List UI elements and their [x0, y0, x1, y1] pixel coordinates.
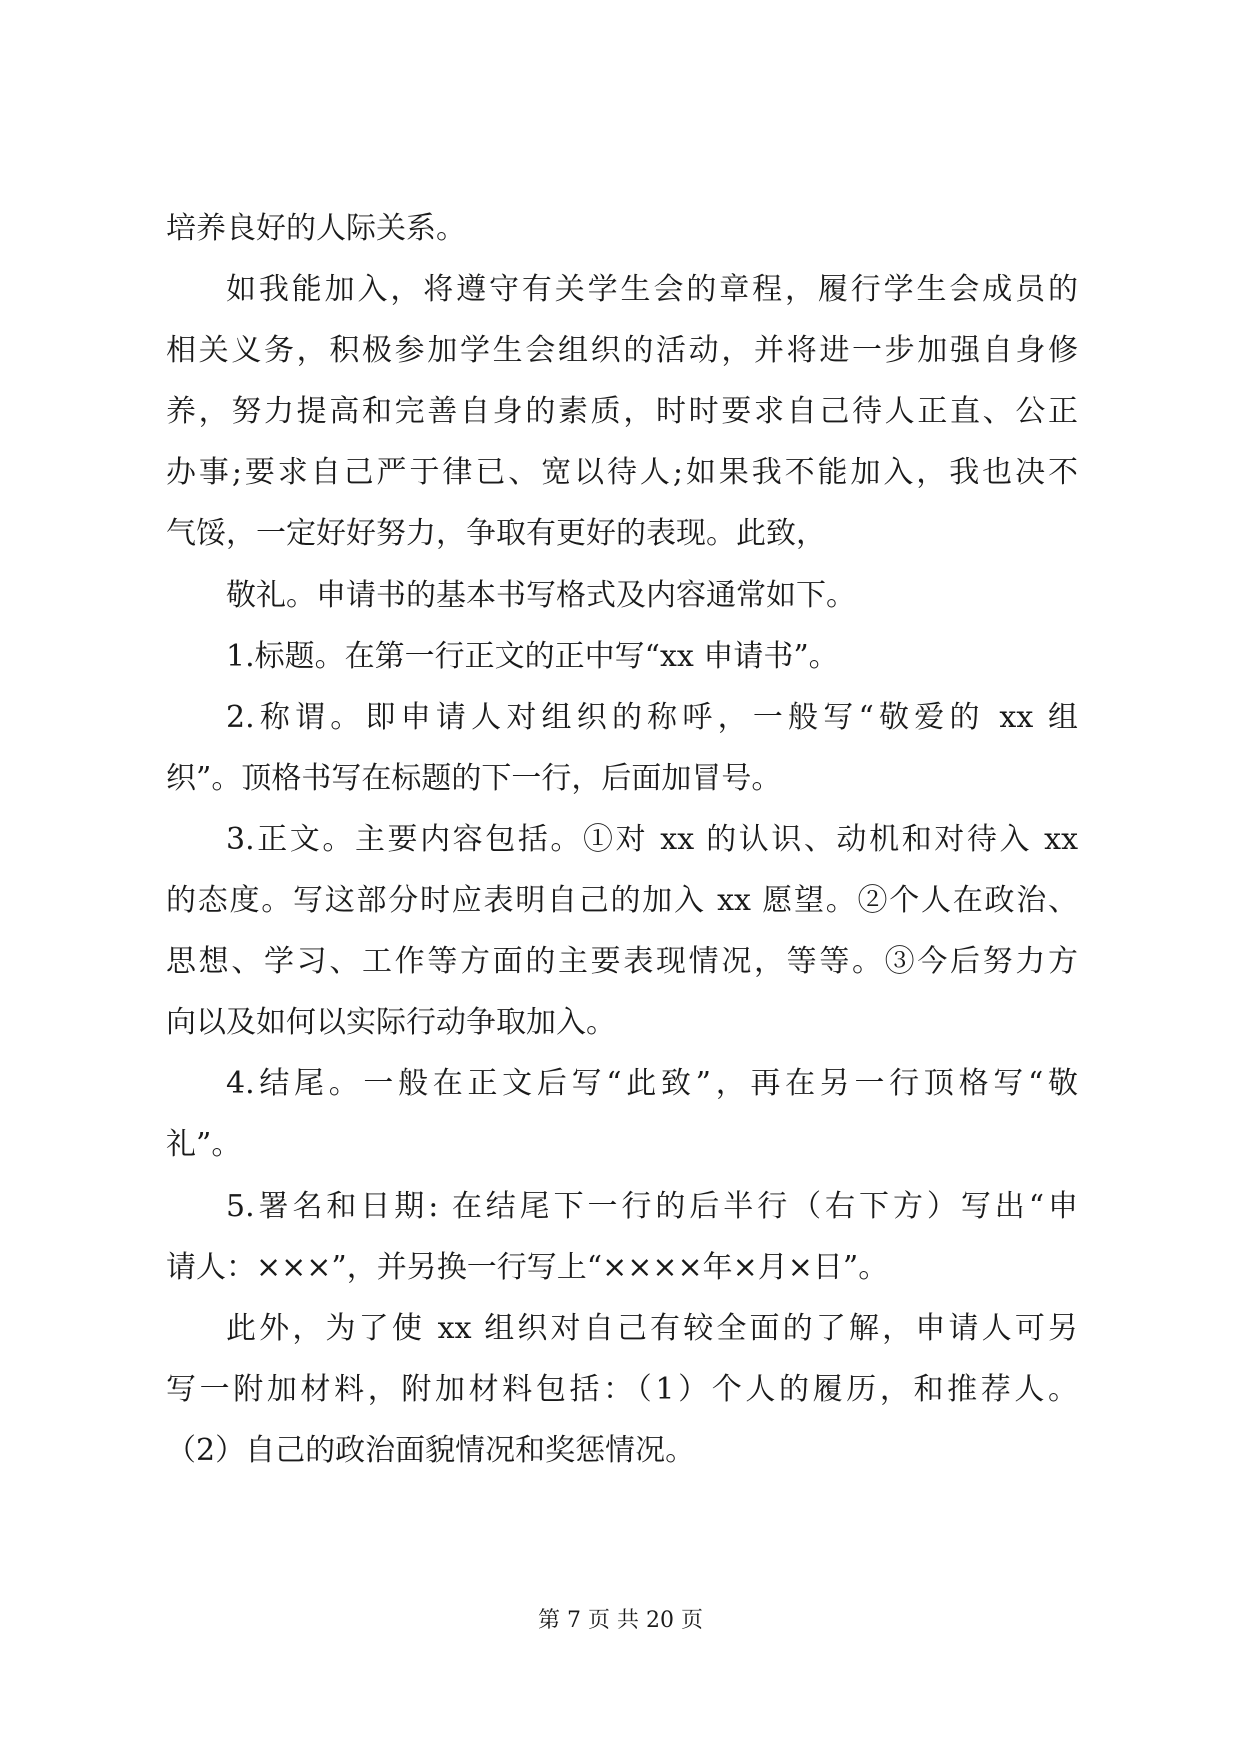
text-line: 3.正文。主要内容包括。①对 xx 的认识、动机和对待入 xx: [226, 821, 1078, 857]
text-line: 培养良好的人际关系。: [166, 211, 466, 246]
text-line: （2）自己的政治面貌情况和奖惩情况。: [166, 1432, 696, 1468]
text-line: 1.标题。在第一行正文的正中写“xx 申请书”。: [226, 638, 839, 674]
text-line: 养，努力提高和完善自身的素质，时时要求自己待人正直、公正: [166, 394, 1078, 430]
text-line: 4.结尾。一般在正文后写“此致”，再在另一行顶格写“敬: [226, 1066, 1078, 1102]
text-line: 敬礼。申请书的基本书写格式及内容通常如下。: [226, 577, 856, 613]
text-line: 思想、学习、工作等方面的主要表现情况，等等。③今后努力方: [166, 944, 1078, 980]
text-line: 礼”。: [166, 1127, 242, 1163]
text-line: 如我能加入，将遵守有关学生会的章程，履行学生会成员的: [226, 272, 1078, 308]
document-body: [166, 198, 1078, 1481]
text-line: 相关义务，积极参加学生会组织的活动，并将进一步加强自身修: [166, 333, 1078, 369]
text-line: 气馁，一定好好努力，争取有更好的表现。此致，: [166, 516, 826, 552]
page-number-footer: 第 7 页 共 20 页: [538, 1608, 703, 1633]
text-line: 写一附加材料，附加材料包括：（1）个人的履历，和推荐人。: [166, 1371, 1078, 1407]
text-line: 的态度。写这部分时应表明自己的加入 xx 愿望。②个人在政治、: [166, 883, 1078, 919]
text-line: 向以及如何以实际行动争取加入。: [166, 1005, 616, 1041]
text-line: 5.署名和日期: 在结尾下一行的后半行（右下方）写出“申: [226, 1188, 1078, 1224]
text-line: 2.称谓。即申请人对组织的称呼，一般写“敬爱的 xx 组: [226, 699, 1078, 735]
text-line: 织”。顶格书写在标题的下一行，后面加冒号。: [166, 760, 782, 796]
text-line: 办事;要求自己严于律已、宽以待人;如果我不能加入，我也决不: [166, 455, 1078, 491]
text-line: 此外，为了使 xx 组织对自己有较全面的了解，申请人可另: [226, 1310, 1078, 1346]
text-line: 请人：×××”，并另换一行写上“××××年×月×日”。: [166, 1249, 889, 1285]
